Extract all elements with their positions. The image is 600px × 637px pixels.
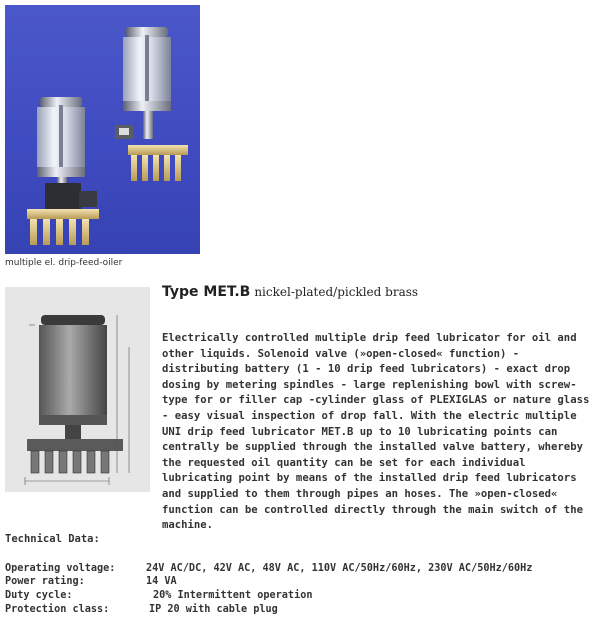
photo-caption: multiple el. drip-feed-oiler [5,258,123,268]
spec-label: Protection class: [5,604,110,615]
product-material: nickel-plated/pickled brass [254,285,419,299]
spec-value: 14 VA [146,576,177,587]
spec-label: Power rating: [5,576,85,587]
spec-value: 20% Intermittent operation [153,590,313,601]
spec-value: IP 20 with cable plug [149,604,278,615]
spec-value: 24V AC/DC, 42V AC, 48V AC, 110V AC/50Hz/60Hz, 230V AC/50Hz/60Hz [146,563,533,574]
product-type: Type MET.B [162,284,251,300]
product-photo [5,5,200,254]
spec-label: Duty cycle: [5,590,73,601]
technical-drawing [5,287,150,492]
drip-feed-oiler-illustration [5,5,200,254]
spec-label: Operating voltage: [5,563,116,574]
product-description: Electrically controlled multiple drip feed lubricator for oil and other liquids. Solenoid valve (»open-closed« function) - distributing battery (1 - 10 drip feed lubricators) - exact drop dosing by metering spindles - large replenishing bowl with screw-type for or filler cap -cylinder glass of PLEXIGLAS or nature glass - easy visual inspection of drop fall. With the electric multiple UNI drip feed lubricator MET.B up to 10 lubricating points can centrally be supplied through the installed valve battery, whereby the requested oil quantity can be set for each individual lubricating point by means of the installed drip feed lubricators and supplied to them through pipes an hoses. The »open-closed« function can be controlled directly through the main switch of the machine. [162,332,590,532]
dimension-drawing-illustration [5,287,150,492]
product-title [162,284,418,300]
technical-data-heading: Technical Data: [5,533,100,545]
